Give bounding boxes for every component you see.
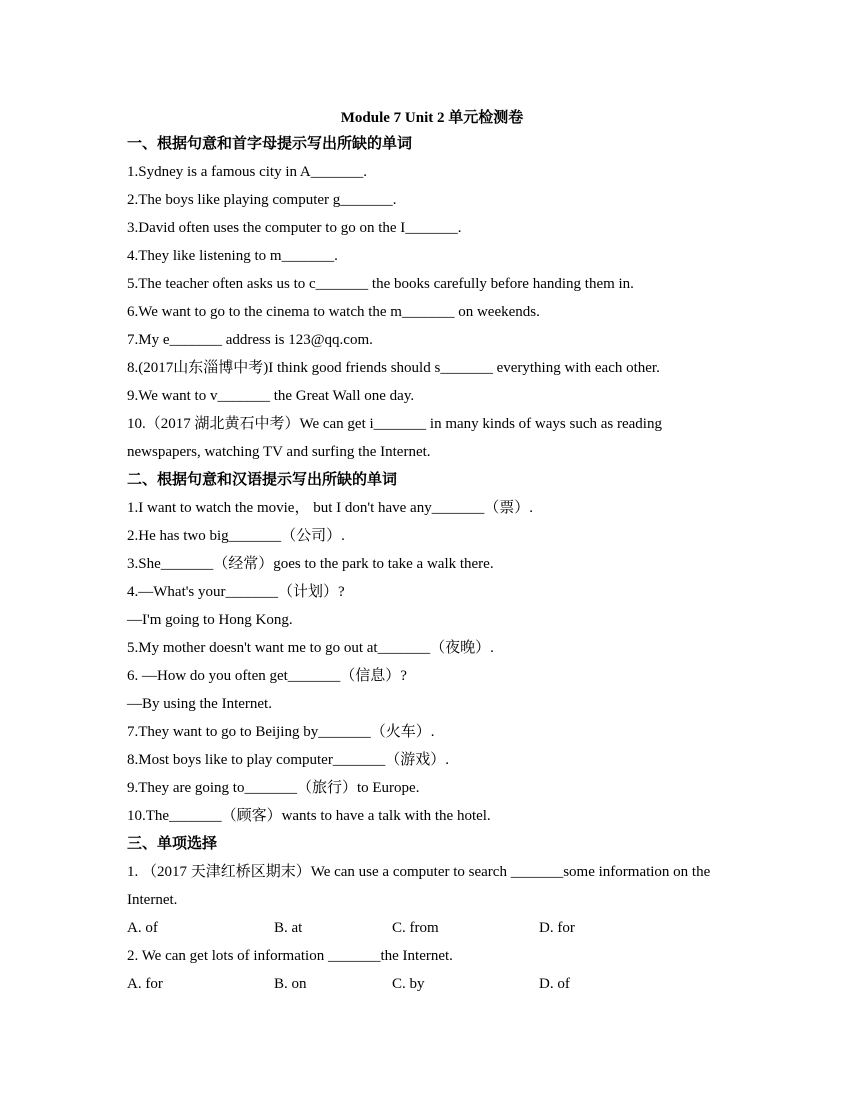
worksheet-page (127, 106, 737, 998)
option-b: B. on (274, 976, 307, 992)
s2-item-4-answer: —I'm going to Hong Kong. (127, 612, 293, 628)
s3-question-1: 1. （2017 天津红桥区期末）We can use a computer to search _______some information on the Internet. (127, 864, 711, 908)
option-d: D. of (539, 976, 570, 992)
s1-item-1: 1.Sydney is a famous city in A_______. (127, 164, 367, 180)
s1-item-8: 8.(2017山东淄博中考)I think good friends should s_______ everything with each other. (127, 360, 660, 376)
page-title: Module 7 Unit 2 单元检测卷 (340, 110, 524, 126)
s1-item-10: 10.（2017 湖北黄石中考）We can get i_______ in many kinds of ways such as reading newspapers, watching TV and surfing the Internet. (127, 416, 662, 460)
s2-item-6: 6. —How do you often get_______（信息）? (127, 668, 407, 684)
s2-item-1: 1.I want to watch the movie， but I don't have any_______（票）. (127, 500, 533, 516)
s1-item-4: 4.They like listening to m_______. (127, 248, 338, 264)
section-2-heading: 二、根据句意和汉语提示写出所缺的单词 (127, 472, 398, 488)
s1-item-7: 7.My e_______ address is 123@qq.com. (127, 332, 373, 348)
option-a: A. for (127, 976, 163, 992)
s3-question-1-options (127, 914, 737, 942)
s1-item-9: 9.We want to v_______ the Great Wall one day. (127, 388, 415, 404)
option-b: B. at (274, 920, 303, 936)
s1-item-5: 5.The teacher often asks us to c_______ the books carefully before handing them in. (127, 276, 634, 292)
s2-item-4: 4.—What's your_______（计划）? (127, 584, 345, 600)
s2-item-2: 2.He has two big_______（公司）. (127, 528, 345, 544)
s2-item-7: 7.They want to go to Beijing by_______（火车）. (127, 724, 435, 740)
s2-item-5: 5.My mother doesn't want me to go out at_______（夜晚）. (127, 640, 494, 656)
section-1-heading: 一、根据句意和首字母提示写出所缺的单词 (127, 136, 413, 152)
s2-item-3: 3.She_______（经常）goes to the park to take a walk there. (127, 556, 494, 572)
s1-item-6: 6.We want to go to the cinema to watch the m_______ on weekends. (127, 304, 540, 320)
option-c: C. from (392, 920, 439, 936)
section-3-heading: 三、单项选择 (127, 836, 218, 852)
option-d: D. for (539, 920, 575, 936)
s2-item-6-answer: —By using the Internet. (127, 696, 272, 712)
s3-question-2: 2. We can get lots of information _______the Internet. (127, 948, 453, 964)
option-a: A. of (127, 920, 158, 936)
option-c: C. by (392, 976, 425, 992)
s2-item-9: 9.They are going to_______（旅行）to Europe. (127, 780, 420, 796)
s2-item-8: 8.Most boys like to play computer_______（游戏）. (127, 752, 450, 768)
s3-question-2-options (127, 970, 737, 998)
s1-item-2: 2.The boys like playing computer g_______. (127, 192, 397, 208)
s2-item-10: 10.The_______（顾客）wants to have a talk with the hotel. (127, 808, 491, 824)
s1-item-3: 3.David often uses the computer to go on the I_______. (127, 220, 462, 236)
